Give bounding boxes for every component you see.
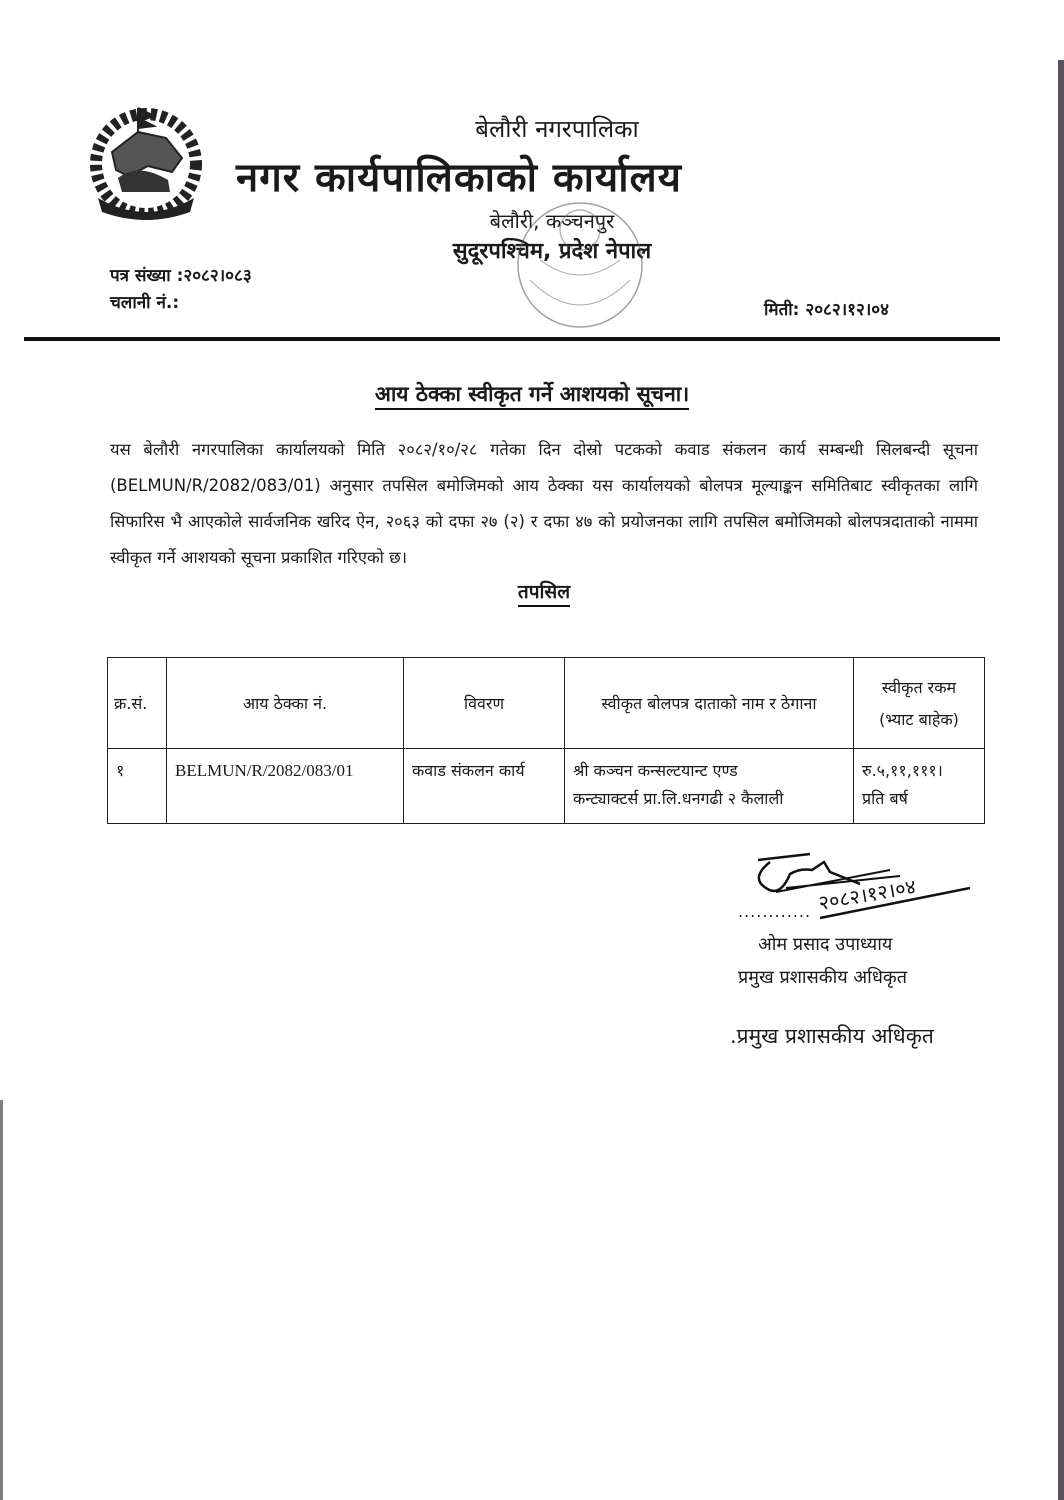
cell-sn: १: [108, 749, 167, 824]
col-header-sn: क्र.सं.: [108, 658, 167, 749]
signer-title-stamp: .प्रमुख प्रशासकीय अधिकृत: [730, 1024, 934, 1048]
signature-dots: ............: [738, 902, 812, 921]
letter-date: मिती: २०८२।१२।०४: [764, 300, 889, 320]
scan-edge-left: [0, 1100, 3, 1500]
col-header-amount-line1: स्वीकृत रकम: [881, 678, 957, 697]
scan-edge-right: [1058, 60, 1064, 1500]
notice-title: [0, 380, 1064, 408]
signer-name: ओम प्रसाद उपाध्याय: [758, 934, 893, 955]
cell-contract-no: BELMUN/R/2082/083/01: [167, 749, 404, 824]
amount-line-1: रु.५,११,१११।: [862, 761, 943, 780]
signature-date-handwritten: २०८२।१२।०४: [816, 874, 918, 915]
table-header-row: [108, 658, 985, 749]
signer-title: प्रमुख प्रशासकीय अधिकृत: [738, 967, 907, 988]
notice-body: यस बेलौरी नगरपालिका कार्यालयको मिति २०८२/१०/२८ गतेका दिन दोस्रो पटकको कवाड संकलन कार्य सम्बन्धी सिलबन्दी सूचना (BELMUN/R/2082/083/01) अनुसार तपसिल बमोजिमको आय ठेक्का यस कार्यालयको बोलपत्र मूल्याङ्कन समितिबाट स्वीकृतका लागि सिफारिस भै आएकोले सार्वजनिक खरिद ऐन, २०६३ को दफा २७ (२) र दफा ४७ को प्रयोजनका लागि तपसिल बमोजिमको बोलपत्रदाताको नाममा स्वीकृत गर्ने आशयको सूचना प्रकाशित गरिएको छ।: [110, 440, 978, 567]
address-line-1: बेलौरी, कञ्चनपुर: [489, 209, 615, 233]
address-line-2: सुदूरपश्चिम, प्रदेश नेपाल: [452, 239, 652, 264]
contract-details-table: [107, 657, 985, 824]
office-seal-stamp: [500, 190, 660, 340]
office-name: नगर कार्यपालिकाको कार्यालय: [236, 155, 682, 201]
col-header-bidder: स्वीकृत बोलपत्र दाताको नाम र ठेगाना: [565, 658, 854, 749]
bidder-line-1: श्री कञ्चन कन्सल्टयान्ट एण्ड: [573, 761, 738, 780]
table-row: [108, 749, 985, 824]
cell-amount: [854, 749, 985, 824]
bidder-line-2: कन्ट्याक्टर्स प्रा.लि.धनगढी २ कैलाली: [573, 789, 784, 808]
header-divider: [24, 337, 1000, 341]
letter-number: पत्र संख्या :२०८२।०८३: [110, 266, 252, 286]
cell-description: कवाड संकलन कार्य: [404, 749, 565, 824]
details-subtitle: [0, 578, 1064, 604]
col-header-amount: [854, 658, 985, 749]
col-header-contract-no: आय ठेक्का नं.: [167, 658, 404, 749]
notice-title-text: आय ठेक्का स्वीकृत गर्ने आशयको सूचना।: [375, 382, 689, 410]
amount-line-2: प्रति बर्ष: [862, 789, 908, 808]
dispatch-number: चलानी नं.:: [110, 293, 180, 313]
letter-meta: [110, 263, 252, 317]
cell-bidder: [565, 749, 854, 824]
details-subtitle-text: तपसिल: [518, 581, 570, 607]
municipality-name: बेलौरी नगरपालिका: [475, 115, 639, 143]
col-header-amount-line2: (भ्याट बाहेक): [879, 710, 959, 729]
col-header-description: विवरण: [404, 658, 565, 749]
